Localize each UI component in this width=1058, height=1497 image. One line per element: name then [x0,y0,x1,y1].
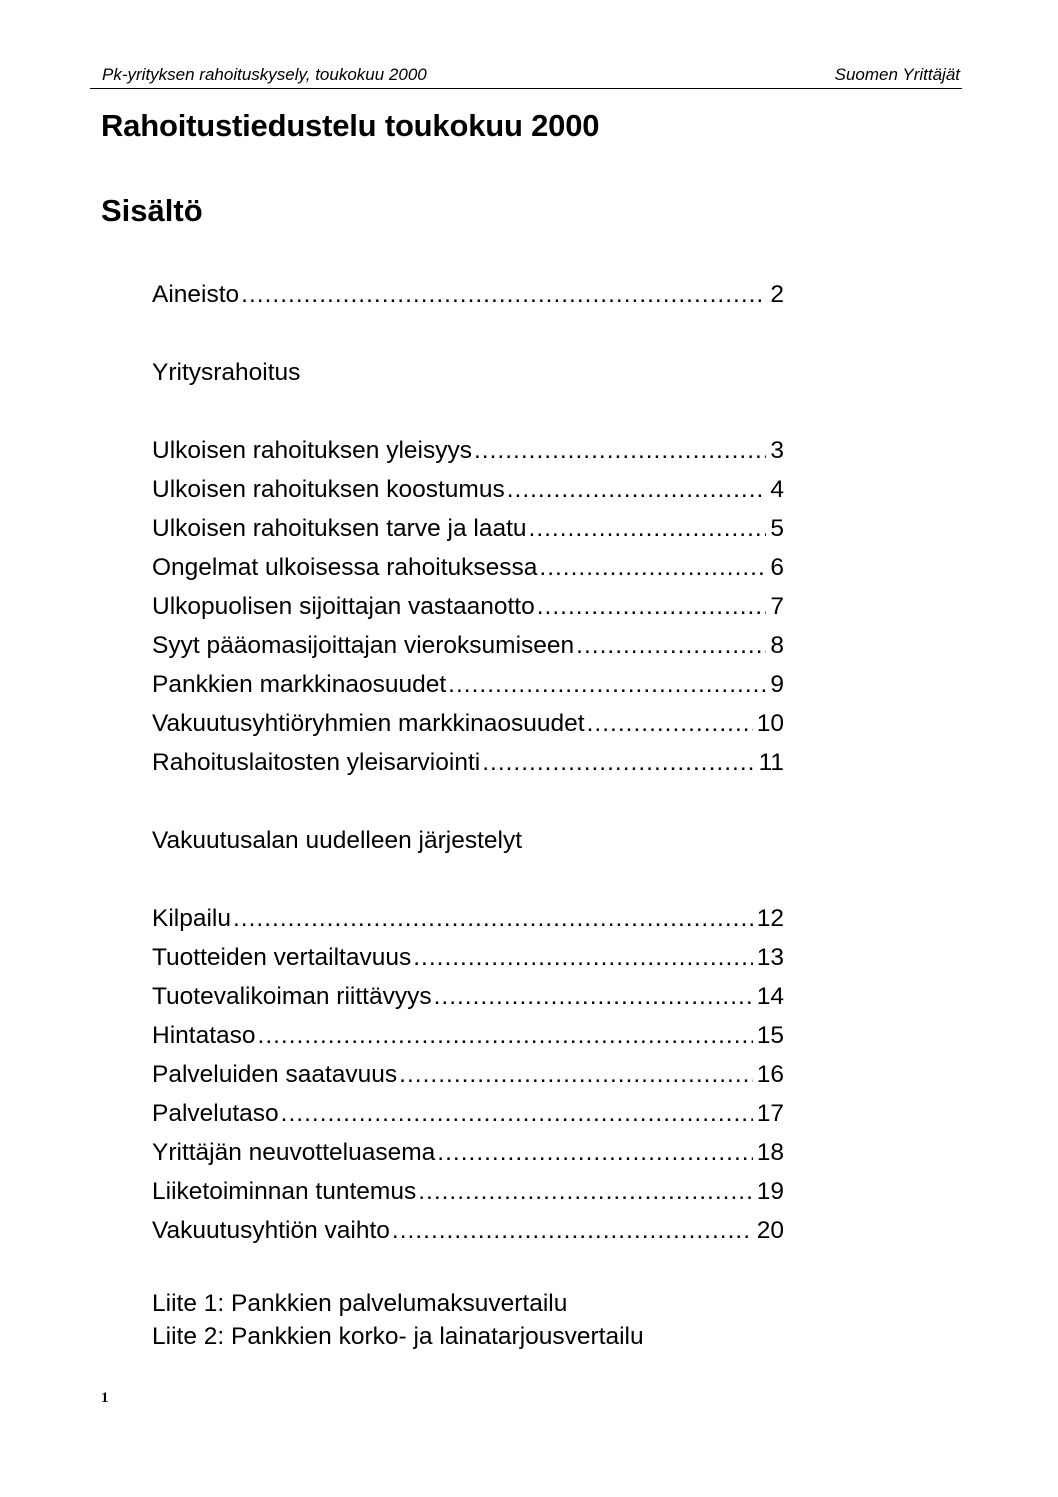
toc-entry-page: 17 [756,1100,784,1127]
toc-entry[interactable] [152,905,784,937]
toc-entry-page: 19 [756,1178,784,1205]
toc-entry-label: Syyt pääomasijoittajan vieroksumiseen [152,632,575,659]
toc-entry-label: Palveluiden saatavuus [152,1061,398,1088]
toc-entry[interactable] [152,983,784,1015]
toc-entry-label: Kilpailu [152,905,231,932]
toc-entry-label: Palvelutaso [152,1100,279,1127]
toc-entry-label: Vakuutusyhtiön vaihto [152,1217,390,1244]
toc-entry-label: Ongelmat ulkoisessa rahoituksessa [152,554,538,581]
dot-leader [413,944,753,972]
dot-leader [392,1217,753,1245]
toc-entry[interactable] [152,554,784,586]
toc-entry-label: Vakuutusyhtiöryhmien markkinaosuudet [152,710,585,737]
toc-entry-label: Ulkoisen rahoituksen tarve ja laatu [152,515,527,542]
toc-entry-label: Yrittäjän neuvotteluasema [152,1139,436,1166]
toc-entry-page: 16 [756,1061,784,1088]
toc-entry-label: Liiketoiminnan tuntemus [152,1178,417,1205]
header-publication-title: Pk-yrityksen rahoituskysely, toukokuu 2000 [102,65,427,84]
dot-leader [448,671,766,699]
toc-entry-page: 5 [770,515,784,542]
toc-entry-page: 4 [770,476,784,503]
dot-leader [537,593,767,621]
toc-entry[interactable] [152,710,784,742]
toc-entry-page: 13 [756,944,784,971]
toc-entry-label: Ulkopuolisen sijoittajan vastaanotto [152,593,535,620]
toc-entry[interactable] [152,1100,784,1132]
dot-leader [437,1139,752,1167]
appendix-entry[interactable]: Liite 2: Pankkien korko- ja lainatarjousvertailu [152,1323,644,1350]
toc-entry[interactable] [152,281,784,313]
toc-entry-page: 14 [756,983,784,1010]
toc-entry[interactable] [152,437,784,469]
dot-leader [418,1178,753,1206]
toc-entry-label: Tuotevalikoiman riittävyys [152,983,432,1010]
toc-entry[interactable] [152,1217,784,1249]
toc-entry-page: 7 [770,593,784,620]
running-header [90,62,962,89]
toc-heading: Sisältö [101,193,203,228]
toc-entry-page: 11 [758,749,784,776]
dot-leader [507,476,767,504]
toc-entry[interactable] [152,1178,784,1210]
toc-section-heading: Vakuutusalan uudelleen järjestelyt [152,827,523,854]
toc-entry-label: Hintataso [152,1022,256,1049]
appendix-entry[interactable]: Liite 1: Pankkien palvelumaksuvertailu [152,1290,568,1317]
toc-entry[interactable] [152,1061,784,1093]
toc-entry-page: 8 [770,632,784,659]
toc-entry-page: 6 [770,554,784,581]
toc-entry[interactable] [152,944,784,976]
toc-entry-page: 18 [756,1139,784,1166]
toc-entry-page: 9 [770,671,784,698]
toc-entry-page: 20 [756,1217,784,1244]
toc-entry-page: 3 [770,437,784,464]
toc-entry[interactable] [152,1139,784,1171]
toc-entry[interactable] [152,515,784,547]
dot-leader [241,281,766,309]
toc-entry-label: Tuotteiden vertailtavuus [152,944,412,971]
toc-entry[interactable] [152,671,784,703]
dot-leader [529,515,767,543]
toc-entry[interactable] [152,749,784,781]
toc-entry-label: Ulkoisen rahoituksen koostumus [152,476,505,503]
toc-entry[interactable] [152,476,784,508]
header-organization: Suomen Yrittäjät [834,65,960,84]
toc-section-heading: Yritysrahoitus [152,359,301,386]
dot-leader [576,632,766,660]
document-title: Rahoitustiedustelu toukokuu 2000 [101,108,600,143]
dot-leader [482,749,754,777]
dot-leader [539,554,766,582]
toc-entry[interactable] [152,593,784,625]
dot-leader [474,437,766,465]
toc-entry-label: Pankkien markkinaosuudet [152,671,447,698]
dot-leader [233,905,753,933]
toc-entry-page: 12 [756,905,784,932]
page-number: 1 [101,1390,109,1406]
toc-entry-label: Aineisto [152,281,240,308]
toc-entry[interactable] [152,1022,784,1054]
toc-entry-page: 2 [770,281,784,308]
toc-entry-label: Rahoituslaitosten yleisarviointi [152,749,481,776]
toc-entry[interactable] [152,632,784,664]
toc-entry-page: 10 [756,710,784,737]
dot-leader [434,983,753,1011]
toc-entry-page: 15 [756,1022,784,1049]
dot-leader [399,1061,753,1089]
dot-leader [281,1100,753,1128]
toc-entry-label: Ulkoisen rahoituksen yleisyys [152,437,472,464]
dot-leader [258,1022,753,1050]
dot-leader [587,710,753,738]
